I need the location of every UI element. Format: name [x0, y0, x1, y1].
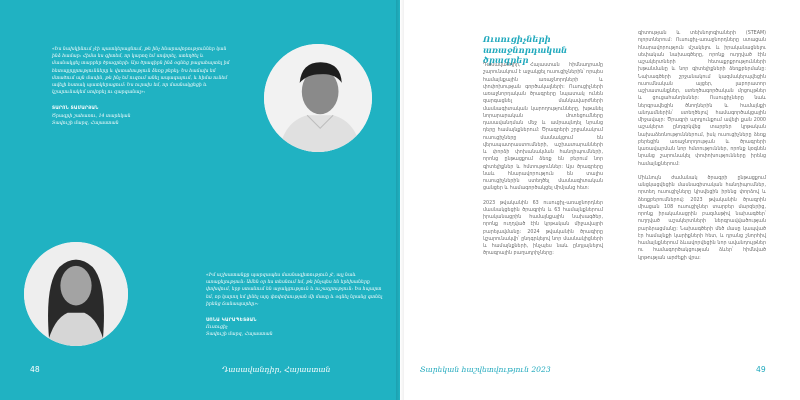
- text-column-2: [638, 30, 766, 269]
- footer-title-left: Դասավանդիր, Հայաստան: [222, 365, 331, 374]
- paragraph: գիտության և տեխնոլոգիաների (STEAM) ոլորտներում: Ուսուցիչ-առաջնորդները ստացան հնարավորություն մշակելու և իրականացնելու սեփական նախագծերը, որոնք ուղղված էին աշակերտների հետաքրքրությունների խթանմանը և նոր գիտելիքների ձեռքբերմանը: Նախագծերի շրջանակում կազմակերպվեցին ուսումնական այցեր, լաբորատոր աշխատանքներ, ստեղծագործական մրցույթներ և ցուցահանդեսներ: Ուսուցիչները նաև ներգրավեցին ծնողներին և համայնքի անդամներին՝ ստեղծելով համագործակցային միջավայր: Ծրագրի արդյունքում ավելի քան 2000 աշակերտ ընդգրկվեց տարբեր կրթական նախաձեռնություններում, իսկ ուսուցիչները ձեռք բերեցին առաջնորդության և ծրագրերի կառավարման նոր հմտություններ, որոնք կօգնեն նրանց շարունակել փոփոխությունները իրենց համայնքներում:: [638, 31, 766, 167]
- quote-text: «Իմ աշխատանքը պարզապես մասնագիտություն չէ, այլ նաև առաքելություն: Ամեն օր ես տեսնում եմ, թե ինչպես են երեխաները փոխվում, երբ ստանում են աջակցություն և ուշադրություն: Ես հպարտ եմ, որ կարող եմ լինել այդ փոփոխության մի մասը և օգնել նրանց գտնել իրենց ճանապարհը»:: [206, 273, 383, 307]
- teacher-portrait-image: [24, 242, 128, 346]
- quote-author-name: ՏԱՐՈՆ ՏԱՄԱՐՅԱՆ: [52, 106, 99, 112]
- quote-text: «Ես նախկինում չէի պատկերացնում, թե ինչ հնարավորություններ կան ինձ համար: Հիմա ես գիտեմ, որ կարող եմ սովորել, ստեղծել և մասնակցել տարբեր ծրագրերի: Այս ծրագիրն ինձ օգնեց բացահայտել իմ հետաքրքրությունները և վստահություն ձեռք բերել: Ես հաճախ եմ մտածում այն մասին, թե ինչ եմ ուզում անել ապագայում, և հիմա ունեմ ավելի հստակ պատկերացում: Ես ուրախ եմ, որ մասնակցեցի և կշարունակեմ սովորել ու զարգանալ»:: [52, 47, 230, 96]
- page-gutter: [396, 0, 404, 400]
- testimonial-quote-2: [206, 272, 384, 339]
- teacher-portrait-photo: [24, 242, 128, 346]
- testimonial-quote-1: [52, 46, 232, 127]
- page-number-right: 49: [756, 365, 766, 374]
- paragraph: 2023 թվականին 63 ուսուցիչ-առաջնորդներ մասնակցեցին ծրագրին և 63 համայնքներում իրականացրին համայնքային նախագծեր, որոնք ուղղված էին կրթական միջավայրի բարելավմանը: 2024 թվականին ծրագիրը կշարունակվի՝ ընդգրկելով նոր մասնակիցների և համայնքների, ինչպես նաև ընդլայնելով ծրագրային բաղադրիչները:: [483, 200, 603, 257]
- boy-portrait-photo: [264, 44, 372, 152]
- quote-author-location: Տավուշի մարզ, Հայաստան: [52, 120, 119, 126]
- quote-author-location: Տավուշի մարզ, Հայաստան: [206, 332, 273, 338]
- quote-author-role: Ծրագրի շահառու, 14 տարեկան: [52, 113, 131, 119]
- footer-title-right: Տարեկան հաշվետվություն 2023: [420, 365, 551, 374]
- quote-author-role: Ուսուցիչ: [206, 325, 228, 331]
- page-number-left: 48: [30, 365, 40, 374]
- section-heading: Ուսուցիչների առաջնորդական ծրագրեր: [483, 34, 568, 65]
- paragraph: Միևնույն ժամանակ ծրագրի ընթացքում անցկացվեցին մասնագիտական հանդիպումներ, որտեղ ուսուցիչները կիսվեցին իրենց փորձով և ձեռքբերումներով: 2023 թվականին ծրագրին միացան 108 ուսուցիչներ տարբեր մարզերից, որոնք իրականացրին բազմաթիվ նախագծեր՝ ուղղված աշակերտների ներգրավվածության բարձրացմանը: Նախագծերի մեծ մասը կապված էր համայնքի կարիքների հետ, և դրանց շնորհիվ համայնքներում ձևավորվեցին նոր ավանդույթներ ու համագործակցության ձևեր՝ հիմնված կրթության արժեքի վրա:: [638, 175, 766, 261]
- text-column-1: [483, 62, 603, 265]
- paragraph: Դասավանդիր, Հայաստան հիմնադրամը շարունակում է աջակցել ուսուցիչներին՝ որպես համայնքային առաջնորդների և փոփոխության գործակալների: Ուսուցիչների առաջնորդական ծրագրերը նպատակ ունեն զարգացնել մանկավարժների մասնագիտական կարողությունները, խթանել նորարարական մոտեցումները դասավանդման մեջ և ամրապնդել նրանց դերը համայնքներում: Ծրագրերի շրջանակում ուսուցիչները մասնակցում են վերապատրաստումների, աշխատարանների և փորձի փոխանակման հանդիպումների, որոնց ընթացքում ձեռք են բերում նոր գիտելիքներ և հմտություններ: Այս ծրագրերը նաև հնարավորություն են տալիս ուսուցիչներին ստեղծել մասնագիտական ցանցեր և համագործակցել միմյանց հետ:: [483, 63, 603, 192]
- quote-author-name: ՍՈՆԱ ԿԱՐԱՊԵՏՅԱՆ: [206, 318, 257, 324]
- boy-portrait-image: [264, 44, 372, 152]
